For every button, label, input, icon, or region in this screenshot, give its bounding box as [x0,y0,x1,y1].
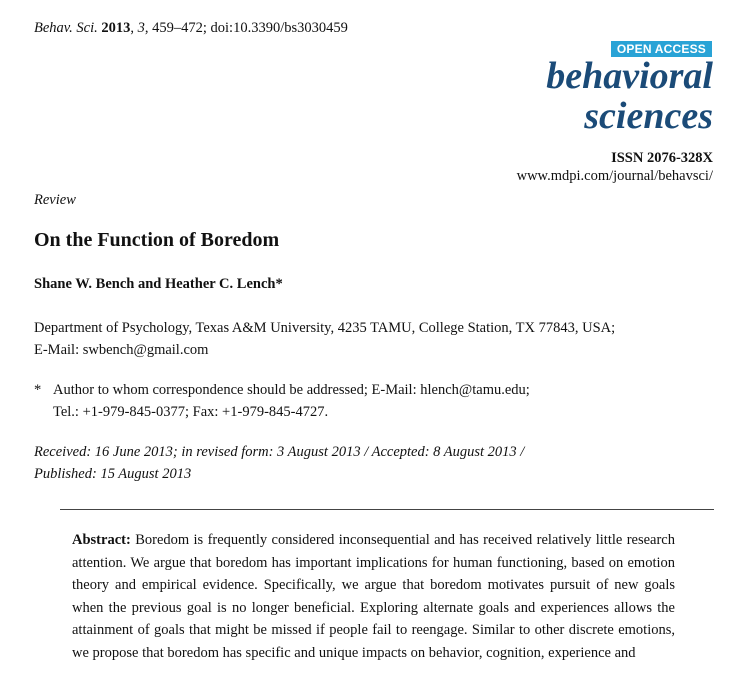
correspondence-note [34,379,530,423]
citation-volume: 3 [137,20,145,36]
abstract-label: Abstract: [72,532,131,548]
citation-year: 2013 [101,20,131,36]
abstract-divider [60,509,714,510]
article-authors: Shane W. Bench and Heather C. Lench* [34,276,283,292]
correspondence-line2: Tel.: +1-979-845-0377; Fax: +1-979-845-4727. [53,404,329,420]
citation-journal: Behav. Sci. [34,20,98,36]
open-access-badge: OPEN ACCESS [611,41,712,57]
affiliation-email[interactable]: E-Mail: swbench@gmail.com [34,342,209,358]
journal-logo [546,56,713,136]
citation-line [34,20,348,37]
dates-line1: Received: 16 June 2013; in revised form: 3 August 2013 / Accepted: 8 August 2013 / [34,444,525,460]
article-type: Review [34,192,76,208]
correspondence-marker: * [34,382,42,398]
abstract-paragraph [72,529,675,664]
affiliation-line1: Department of Psychology, Texas A&M University, 4235 TAMU, College Station, TX 77843, USA; [34,320,616,336]
journal-issn: ISSN 2076-328X [611,150,713,166]
journal-url[interactable]: www.mdpi.com/journal/behavsci/ [516,168,713,184]
journal-title-line2: sciences [584,95,713,137]
correspondence-line1: Author to whom correspondence should be addressed; E-Mail: hlench@tamu.edu; [53,382,530,398]
article-dates [34,441,524,485]
journal-title-line1: behavioral [546,55,713,97]
author-affiliation [34,317,615,361]
dates-line2: Published: 15 August 2013 [34,466,192,482]
article-title: On the Function of Boredom [34,229,280,251]
abstract-text: Boredom is frequently considered inconsequential and has received relatively little research attention. We argue that boredom has important implications for human functioning, based on emotion theory and empirical evidence. Specifically, we argue that boredom motivates pursuit of new goals when the previous goal is no longer beneficial. Exploring alternate goals and experiences allows the attainment of goals that might be missed if people fail to reengage. Similar to other discrete emotions, we propose that boredom has specific and unique impacts on behavior, cognition, experience and [72,532,675,661]
citation-issue-pages: , 459–472; doi:10.3390/bs3030459 [144,20,348,36]
citation-sep: , [130,20,138,36]
